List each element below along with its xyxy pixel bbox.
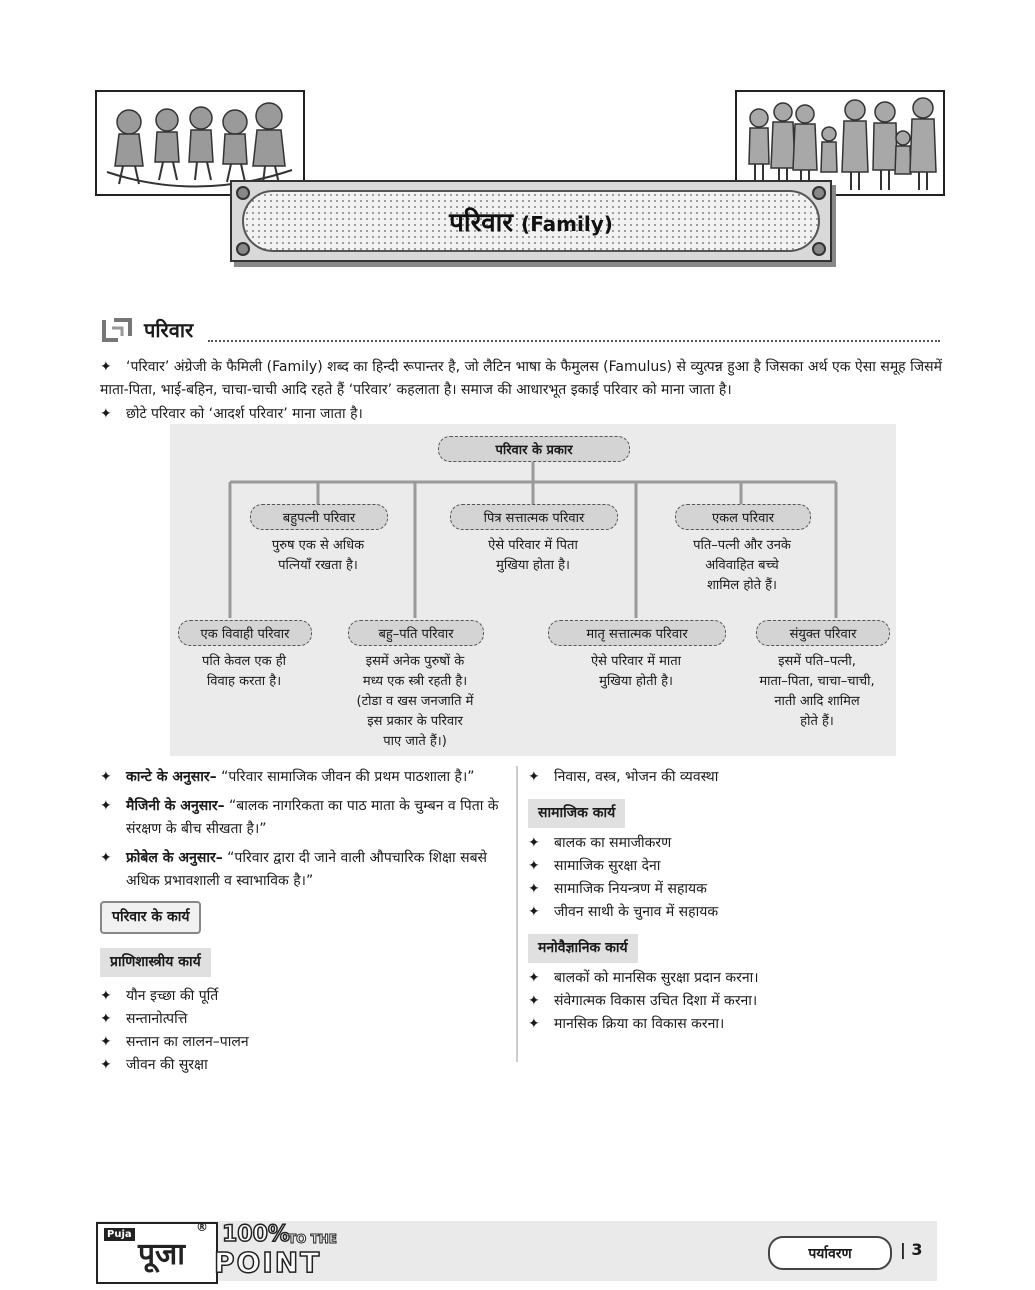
star-bullet-icon: ✦ [100,1011,112,1027]
quote-comte [100,766,510,789]
quote-mazzini [100,795,510,841]
slogan-point: POINT [214,1246,322,1279]
section-title: परिवार [144,318,194,342]
list-item: ✦ सामाजिक नियन्त्रण में सहायक [528,878,938,901]
list-item: ✦ मानसिक क्रिया का विकास करना। [528,1013,938,1036]
diagram-root: परिवार के प्रकार [438,436,630,462]
functions-heading: परिवार के कार्य [100,901,201,934]
quote-text: “परिवार सामाजिक जीवन की प्रथम पाठशाला है।” [216,769,475,785]
list-item: ✦ सन्तानोत्पत्ति [100,1008,510,1031]
node-patriarchal: पित्र सत्तात्मक परिवार [450,504,618,530]
intro-bullet-2 [100,403,942,426]
list-item: ✦ बालकों को मानसिक सुरक्षा प्रदान करना। [528,967,938,990]
logo-main-text: पूजा [138,1237,186,1272]
star-bullet-icon: ✦ [528,993,540,1009]
list-item: ✦ बालक का समाजीकरण [528,832,938,855]
screw-icon [812,242,826,256]
desc-polyandry: इसमें अनेक पुरुषों के मध्य एक स्त्री रहती है। (टोडा व खस जनजाति में इस प्रकार के परिवार पाए जाते हैं।) [356,654,474,749]
subject-label: पर्यावरण [808,1245,852,1262]
star-bullet-icon: ✦ [528,835,540,851]
list-item: ✦ संवेगात्मक विकास उचित दिशा में करना। [528,990,938,1013]
title-english: (Family) [521,212,613,236]
section-heading [100,316,940,344]
star-bullet-icon: ✦ [100,769,112,785]
star-bullet-icon: ✦ [528,970,540,986]
star-bullet-icon: ✦ [528,769,540,785]
social-heading: सामाजिक कार्य [528,799,625,828]
star-bullet-icon: ✦ [528,858,540,874]
title-banner [242,190,820,252]
registered-mark: ® [196,1220,208,1234]
node-matriarchal: मातृ सत्तात्मक परिवार [548,620,726,646]
bio-heading: प्राणिशास्त्रीय कार्य [100,948,211,977]
psych-heading: मनोवैज्ञानिक कार्य [528,934,638,963]
star-bullet-icon: ✦ [100,359,112,375]
intro-bullet-1 [100,356,942,402]
slogan-percent: 100% [222,1222,290,1247]
title-hindi: परिवार [449,208,514,238]
desc-polygyny: पुरुष एक से अधिक पत्नियाँ रखता है। [271,538,365,573]
intro-text-1: ‘परिवार’ अंग्रेजी के फैमिली (Family) शब्द का हिन्दी रूपान्तर है, जो लैटिन भाषा के फैमुलस (Famulus) से व्युत्पन्न हुआ है जिसका अर्थ एक ऐसा समूह जिसमें माता-पिता, भाई-बहिन, चाचा-चाची आदि रहते हैं ‘परिवार’ कहलाता है। समाज की आधारभूत इकाई परिवार को माना जाता है। [100,359,942,398]
family-types-diagram [170,424,896,756]
quote-text: “परिवार द्वारा दी जाने वाली औपचारिक शिक्षा सबसे अधिक प्रभावशाली व स्वाभाविक है।” [126,850,488,889]
left-column [100,766,510,1077]
column-divider [516,766,518,1062]
star-bullet-icon: ✦ [528,1016,540,1032]
page-number: | 3 [900,1240,923,1259]
star-bullet-icon: ✦ [100,1034,112,1050]
list-item: ✦ जीवन साथी के चुनाव में सहायक [528,901,938,924]
desc-matriarchal: ऐसे परिवार में माता मुखिया होती है। [590,654,682,689]
desc-patriarchal: ऐसे परिवार में पिता मुखिया होता है। [488,538,578,573]
star-bullet-icon: ✦ [100,988,112,1004]
dotted-rule [208,340,940,342]
star-bullet-icon: ✦ [100,850,112,866]
screw-icon [812,186,826,200]
star-bullet-icon: ✦ [100,1057,112,1073]
quote-author: मैजिनी के अनुसार– [126,798,225,814]
star-bullet-icon: ✦ [100,406,112,422]
logo-small-text: Puja [104,1228,135,1241]
list-item: ✦ जीवन की सुरक्षा [100,1054,510,1077]
page-title [449,203,613,239]
star-bullet-icon: ✦ [528,881,540,897]
node-nuclear: एकल परिवार [675,504,811,530]
node-polyandry: बहु–पति परिवार [348,620,484,646]
desc-nuclear: पति–पत्नी और उनके अविवाहित बच्चे शामिल होते हैं। [693,538,791,593]
node-monogamy: एक विवाही परिवार [178,620,312,646]
quote-author: फ्रोबेल के अनुसार– [126,850,223,866]
quote-text: “बालक नागरिकता का पाठ माता के चुम्बन व पिता के संरक्षण के बीच सीखता है।” [126,798,499,837]
screw-icon [236,242,250,256]
star-bullet-icon: ✦ [528,904,540,920]
list-item: ✦ यौन इच्छा की पूर्ति [100,985,510,1008]
list-item: ✦ निवास, वस्त्र, भोजन की व्यवस्था [528,766,938,789]
quote-froebel [100,847,510,893]
quote-author: कान्टे के अनुसार– [126,769,217,785]
section-bracket-icon [100,316,136,344]
screw-icon [236,186,250,200]
star-bullet-icon: ✦ [100,798,112,814]
right-column [528,766,938,1036]
intro-text-2: छोटे परिवार को ‘आदर्श परिवार’ माना जाता है। [126,406,363,422]
desc-joint: इसमें पति–पत्नी, माता–पिता, चाचा–चाची, नाती आदि शामिल होते हैं। [759,654,875,729]
slogan-to-the: TO THE [288,1232,337,1246]
node-joint: संयुक्त परिवार [756,620,890,646]
node-polygyny: बहुपत्नी परिवार [250,504,388,530]
subject-pill [768,1236,892,1270]
desc-monogamy: पति केवल एक ही विवाह करता है। [201,654,287,689]
list-item: ✦ सन्तान का लालन–पालन [100,1031,510,1054]
title-plate [230,180,832,262]
list-item: ✦ सामाजिक सुरक्षा देना [528,855,938,878]
